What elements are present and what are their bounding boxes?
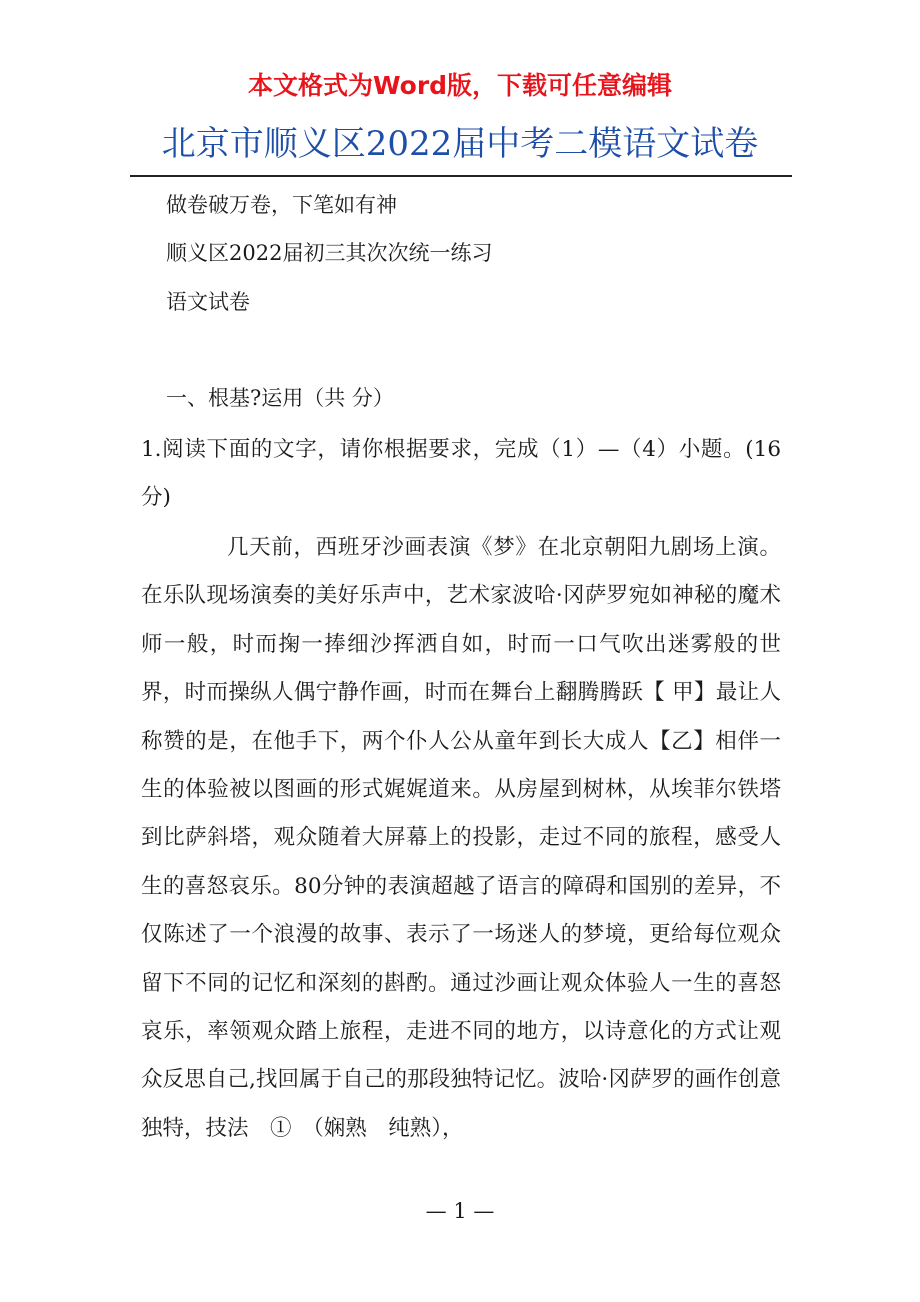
document-title: 北京市顺义区2022届中考二模语文试卷 <box>161 124 759 164</box>
section-heading: 一、根基?运用（共 分） <box>166 386 394 410</box>
exam-name-line: 顺义区2022届初三其次次统一练习 <box>166 241 493 265</box>
motto-line: 做卷破万卷，下笔如有神 <box>166 193 397 217</box>
title-divider <box>130 175 792 177</box>
page-number: — 1 — <box>425 1199 495 1223</box>
format-notice-banner: 本文格式为Word版，下载可任意编辑 <box>247 71 673 100</box>
reading-passage: 几天前，西班牙沙画表演《梦》在北京朝阳九剧场上演。在乐队现场演奏的美好乐声中，艺术家波哈·冈萨罗宛如神秘的魔术师一般，时而掬一捧细沙挥洒自如，时而一口气吹出迷雾般的世界，时而操纵人偶宁静作画，时而在舞台上翻腾腾跃【 甲】最让人称赞的是，在他手下，两个仆人公从童年到长大成人【乙】相伴一生的体验被以图画的形式娓娓道来。从房屋到树林，从埃菲尔铁塔到比萨斜塔，观众随着大屏幕上的投影，走过不同的旅程，感受人生的喜怒哀乐。80分钟的表演超越了语言的障碍和国别的差异，不仅陈述了一个浪漫的故事、表示了一场迷人的梦境，更给每位观众留下不同的记忆和深刻的斟酌。通过沙画让观众体验人一生的喜怒哀乐，率领观众踏上旅程，走进不同的地方，以诗意化的方式让观众反思自己,找回属于自己的那段独特记忆。波哈·冈萨罗的画作创意独特，技法 ① （娴熟 纯熟）， <box>141 535 781 1141</box>
subject-line: 语文试卷 <box>166 290 250 314</box>
question-1-text: 1.阅读下面的文字，请你根据要求，完成（1）—（4）小题。(16分) <box>141 437 781 511</box>
